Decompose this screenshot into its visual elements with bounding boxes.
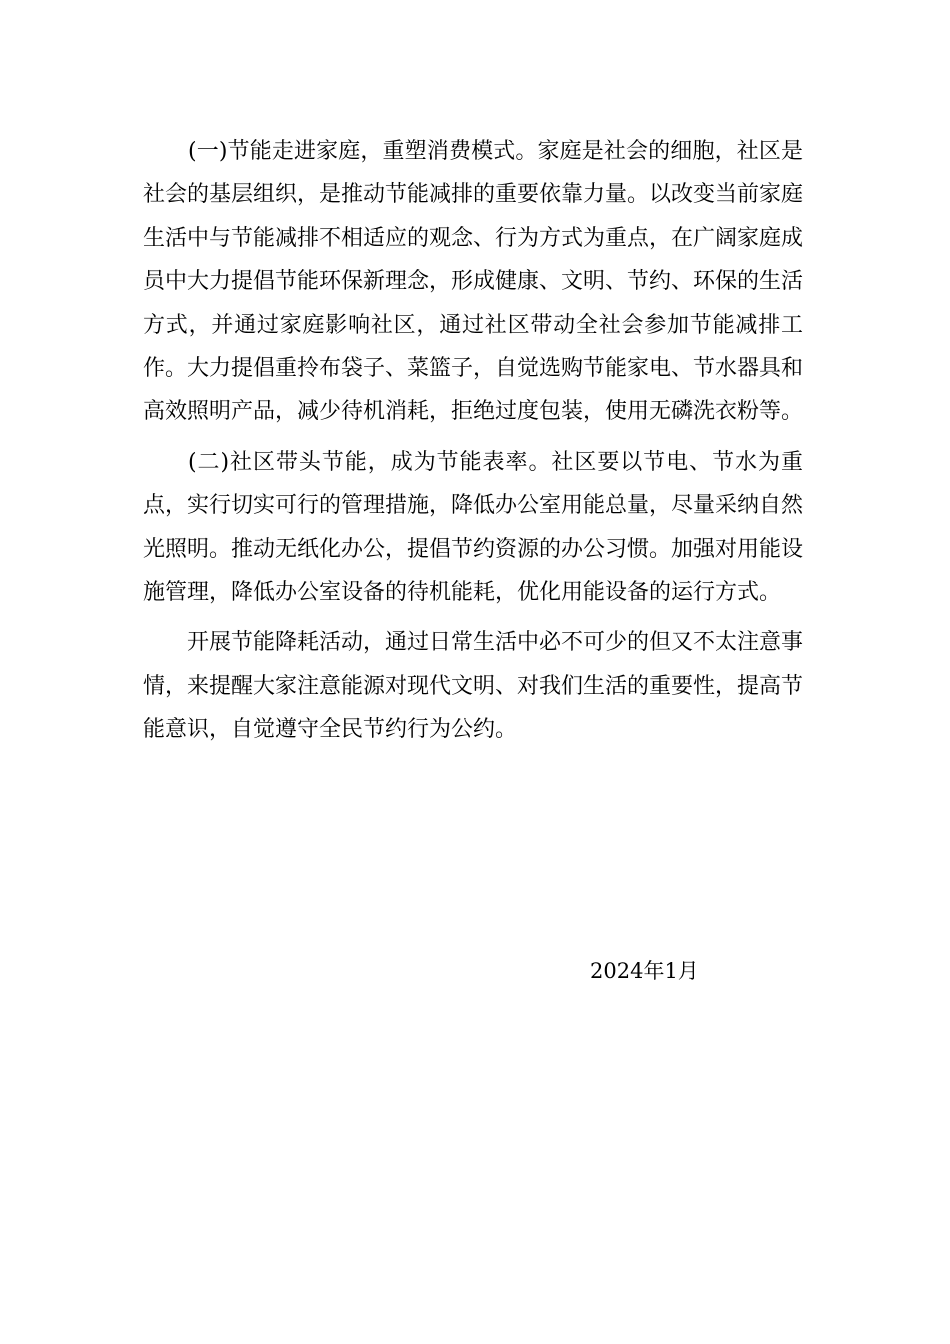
- paragraph-energy-saving-activities: 开展节能降耗活动，通过日常生活中必不可少的但又不太注意事情，来提醒大家注意能源对现代文明、对我们生活的重要性，提高节能意识，自觉遵守全民节约行为公约。: [143, 630, 804, 743]
- paragraph-community-energy-saving: (二)社区带头节能，成为节能表率。社区要以节电、节水为重点，实行切实可行的管理措施，降低办公室用能总量，尽量采纳自然光照明。推动无纸化办公，提倡节约资源的办公习惯。加强对用能设施管理，降低办公室设备的待机能耗，优化用能设备的运行方式。: [143, 449, 804, 606]
- paragraph-household-energy-saving: (一)节能走进家庭，重塑消费模式。家庭是社会的细胞，社区是社会的基层组织，是推动节能减排的重要依靠力量。以改变当前家庭生活中与节能减排不相适应的观念、行为方式为重点，在广阔家庭成员中大力提倡节能环保新理念，形成健康、文明、节约、环保的生活方式，并通过家庭影响社区，通过社区带动全社会参加节能减排工作。大力提倡重拎布袋子、菜篮子，自觉选购节能家电、节水器具和高效照明产品，减少待机消耗，拒绝过度包装，使用无磷洗衣粉等。: [143, 139, 804, 425]
- document-date: 2024年1月: [590, 959, 699, 983]
- document-body: [143, 130, 803, 759]
